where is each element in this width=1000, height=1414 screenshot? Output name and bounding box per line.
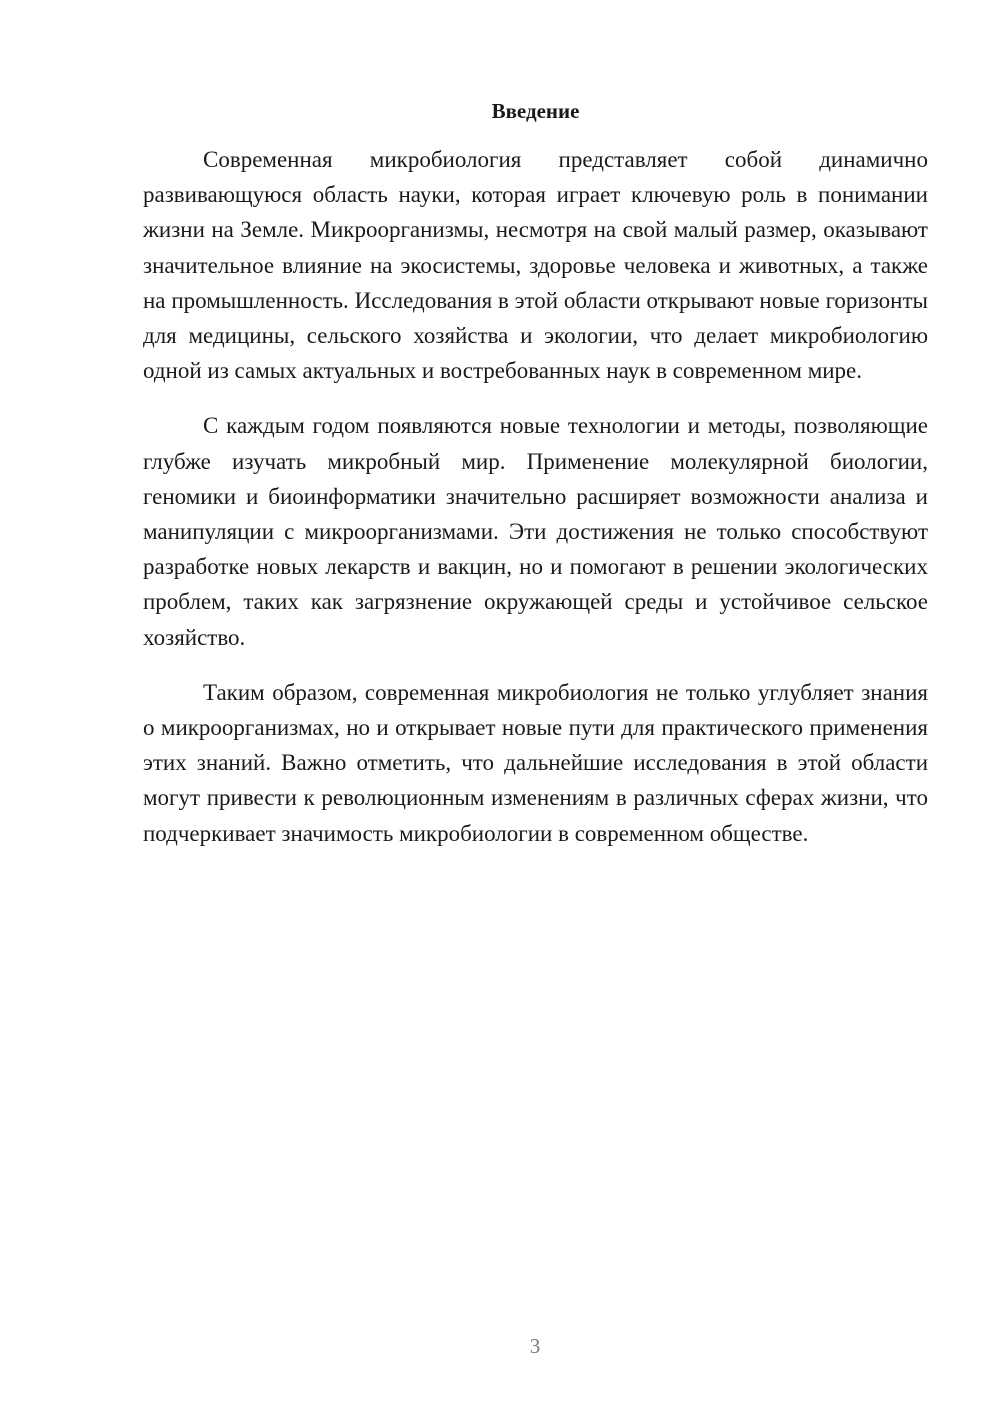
paragraph-1: Современная микробиология представляет собой динамично развивающуюся область науки, которая играет ключевую роль в понимании жизни на Земле. Микроорганизмы, несмотря на свой малый размер, оказывают значительное влияние на экосистемы, здоровье человека и животных, а также на промышленность. Исследования в этой области открывают новые горизонты для медицины, сельского хозяйства и экологии, что делает микробиологию одной из самых актуальных и востребованных наук в современном мире. <box>143 147 928 384</box>
page-number: 3 <box>529 1334 541 1358</box>
section-title: Введение <box>491 99 580 123</box>
paragraph-2: С каждым годом появляются новые технологии и методы, позволяющие глубже изучать микробный мир. Применение молекулярной биологии, геномики и биоинформатики значительно расширяет возможности анализа и манипуляции с микроорганизмами. Эти достижения не только способствуют разработке новых лекарств и вакцин, но и помогают в решении экологических проблем, таких как загрязнение окружающей среды и устойчивое сельское хозяйство. <box>143 413 928 650</box>
paragraph-3: Таким образом, современная микробиология не только углубляет знания о микроорганизмах, но и открывает новые пути для практического применения этих знаний. Важно отметить, что дальнейшие исследования в этой области могут привести к революционным изменениям в различных сферах жизни, что подчеркивает значимость микробиологии в современном обществе. <box>143 679 928 846</box>
body-text <box>143 142 928 871</box>
